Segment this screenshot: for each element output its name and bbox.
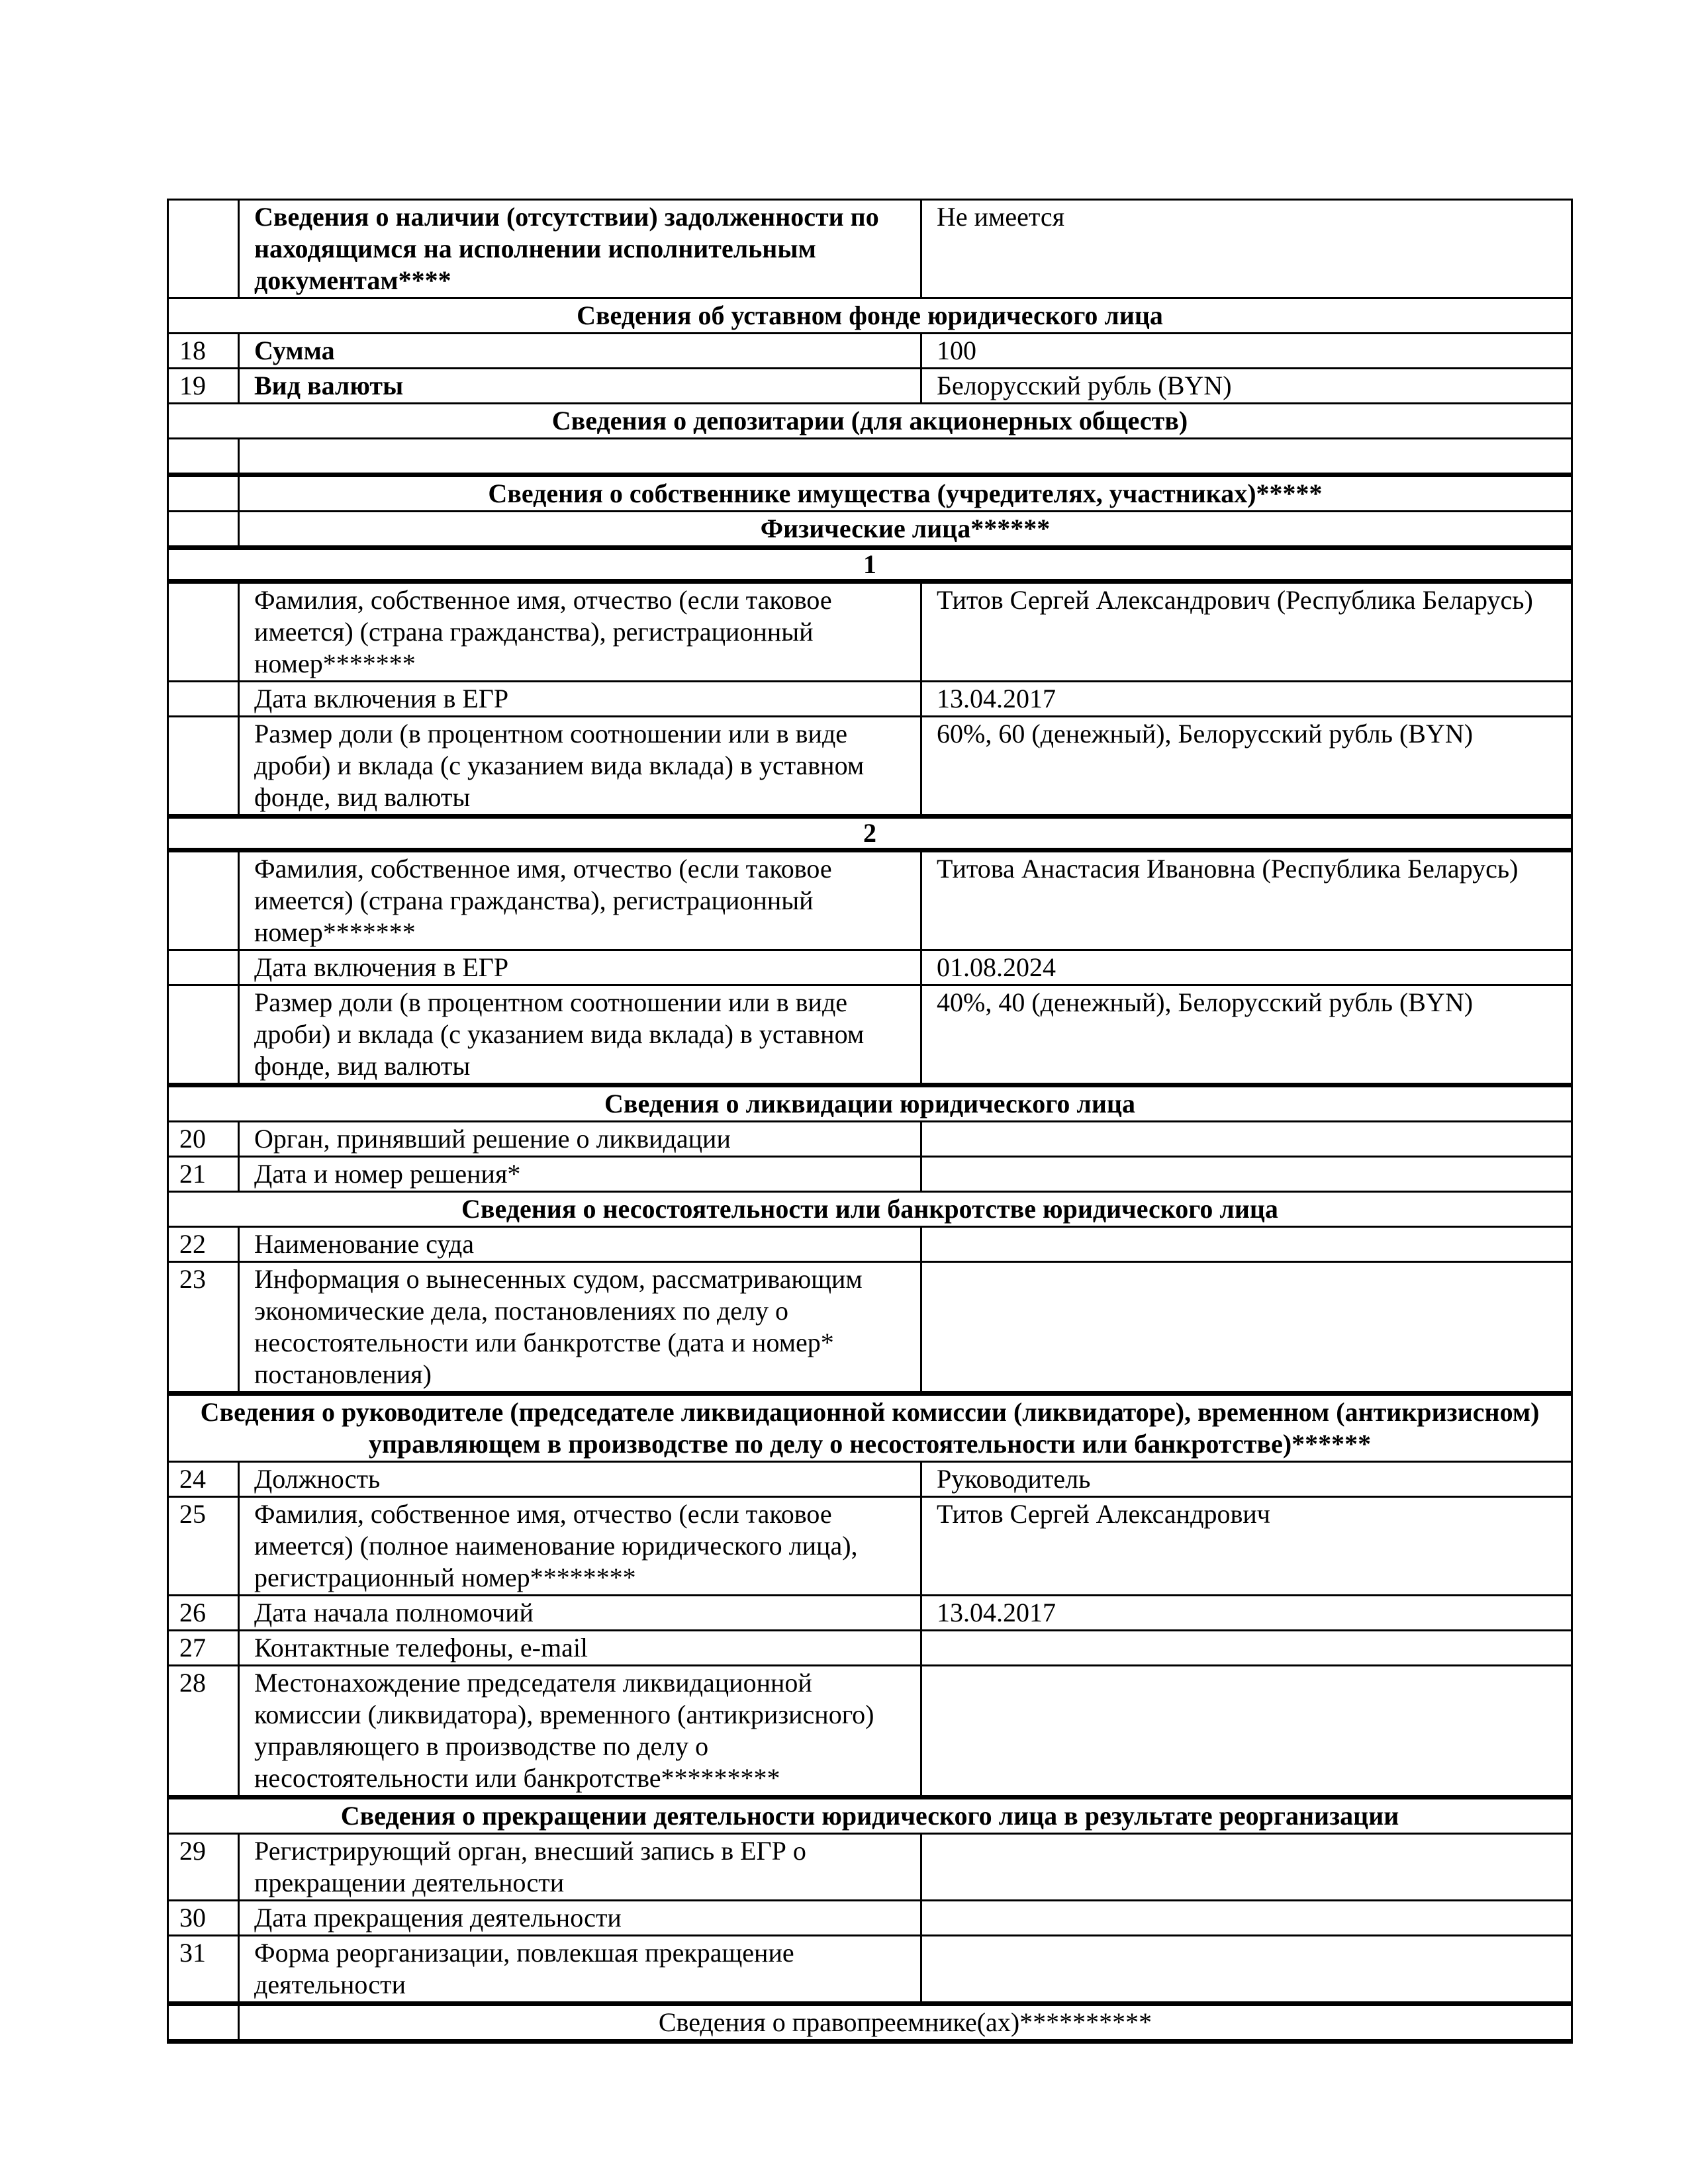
table-row	[168, 1262, 1572, 1394]
table-row	[168, 1462, 1572, 1497]
row-number-cell: 20	[168, 1122, 239, 1157]
row-number-cell: 23	[168, 1262, 239, 1394]
row-label-cell: Сумма	[239, 334, 921, 369]
table-row	[168, 1834, 1572, 1901]
section-header-cell: Сведения о собственнике имущества (учредителях, участниках)*****	[239, 475, 1572, 512]
table-row	[168, 1631, 1572, 1666]
row-label-cell: Должность	[239, 1462, 921, 1497]
row-value-cell	[921, 1262, 1572, 1394]
row-label-cell: Дата начала полномочий	[239, 1596, 921, 1631]
table-row	[168, 200, 1572, 298]
row-label-cell: Контактные телефоны, e-mail	[239, 1631, 921, 1666]
table-row	[168, 582, 1572, 682]
row-label-cell: Информация о вынесенных судом, рассматривающим экономические дела, постановлениях по делу о несостоятельности или банкротстве (дата и номер* постановления)	[239, 1262, 921, 1394]
table-row	[168, 1085, 1572, 1122]
row-value-cell	[921, 1157, 1572, 1192]
table-row	[168, 512, 1572, 548]
row-value-cell: Руководитель	[921, 1462, 1572, 1497]
empty-cell	[239, 439, 1572, 475]
row-number-cell: 25	[168, 1497, 239, 1596]
table-row	[168, 2004, 1572, 2042]
row-value-cell: Белорусский рубль (BYN)	[921, 369, 1572, 404]
row-number-cell	[168, 439, 239, 475]
section-header-cell: Физические лица******	[239, 512, 1572, 548]
row-number-cell: 22	[168, 1227, 239, 1262]
row-label-cell: Фамилия, собственное имя, отчество (если таковое имеется) (страна гражданства), регистрационный номер*******	[239, 582, 921, 682]
row-number-cell: 19	[168, 369, 239, 404]
row-number-cell	[168, 2004, 239, 2042]
row-label-cell: Местонахождение председателя ликвидационной комиссии (ликвидатора), временного (антикризисного) управляющего в производстве по делу о несостоятельности или банкротстве*********	[239, 1666, 921, 1797]
row-value-cell: 40%, 40 (денежный), Белорусский рубль (BYN)	[921, 985, 1572, 1085]
table-row	[168, 1122, 1572, 1157]
row-number-cell: 18	[168, 334, 239, 369]
section-header-cell: Сведения об уставном фонде юридического лица	[168, 298, 1572, 334]
table-row	[168, 404, 1572, 439]
row-label-cell: Регистрирующий орган, внесший запись в ЕГР о прекращении деятельности	[239, 1834, 921, 1901]
table-row	[168, 1936, 1572, 2004]
row-label-cell: Дата включения в ЕГР	[239, 950, 921, 985]
row-value-cell: Титова Анастасия Ивановна (Республика Беларусь)	[921, 850, 1572, 950]
table-row	[168, 817, 1572, 850]
table-row	[168, 950, 1572, 985]
table-row	[168, 369, 1572, 404]
row-value-cell: 13.04.2017	[921, 1596, 1572, 1631]
table-row	[168, 548, 1572, 582]
row-value-cell: 60%, 60 (денежный), Белорусский рубль (BYN)	[921, 717, 1572, 817]
row-value-cell	[921, 1631, 1572, 1666]
row-value-cell: Титов Сергей Александрович	[921, 1497, 1572, 1596]
section-header-cell: Сведения о депозитарии (для акционерных обществ)	[168, 404, 1572, 439]
table-row	[168, 439, 1572, 475]
row-value-cell	[921, 1901, 1572, 1936]
section-header-cell: Сведения о прекращении деятельности юридического лица в результате реорганизации	[168, 1797, 1572, 1834]
table-row	[168, 1192, 1572, 1227]
table-row	[168, 1901, 1572, 1936]
row-label-cell: Вид валюты	[239, 369, 921, 404]
row-value-cell	[921, 1834, 1572, 1901]
row-number-cell	[168, 985, 239, 1085]
row-number-cell: 30	[168, 1901, 239, 1936]
table-row	[168, 985, 1572, 1085]
row-number-cell	[168, 475, 239, 512]
table-row	[168, 298, 1572, 334]
table-row	[168, 1394, 1572, 1462]
table-row	[168, 475, 1572, 512]
row-number-cell: 28	[168, 1666, 239, 1797]
table-row	[168, 1497, 1572, 1596]
row-value-cell: 13.04.2017	[921, 682, 1572, 717]
table-row	[168, 717, 1572, 817]
row-number-cell	[168, 200, 239, 298]
row-value-cell: Не имеется	[921, 200, 1572, 298]
row-label-cell: Дата прекращения деятельности	[239, 1901, 921, 1936]
row-value-cell: Титов Сергей Александрович (Республика Беларусь)	[921, 582, 1572, 682]
table-row	[168, 1227, 1572, 1262]
row-number-cell: 26	[168, 1596, 239, 1631]
table-row	[168, 1157, 1572, 1192]
row-number-cell: 31	[168, 1936, 239, 2004]
row-number-cell: 29	[168, 1834, 239, 1901]
table-row	[168, 850, 1572, 950]
row-number-cell	[168, 682, 239, 717]
row-value-cell	[921, 1666, 1572, 1797]
section-header-cell: Сведения о правопреемнике(ах)**********	[239, 2004, 1572, 2042]
table-row	[168, 1666, 1572, 1797]
section-header-cell: Сведения о руководителе (председателе ликвидационной комиссии (ликвидаторе), временном (антикризисном) управляющем в производстве по делу о несостоятельности или банкротстве)******	[168, 1394, 1572, 1462]
row-label-cell: Наименование суда	[239, 1227, 921, 1262]
row-number-cell	[168, 950, 239, 985]
row-value-cell: 01.08.2024	[921, 950, 1572, 985]
row-value-cell	[921, 1122, 1572, 1157]
table-row	[168, 682, 1572, 717]
row-label-cell: Орган, принявший решение о ликвидации	[239, 1122, 921, 1157]
row-number-cell: 21	[168, 1157, 239, 1192]
row-label-cell: Дата включения в ЕГР	[239, 682, 921, 717]
table-row	[168, 334, 1572, 369]
row-value-cell	[921, 1227, 1572, 1262]
row-number-cell: 24	[168, 1462, 239, 1497]
row-number-cell	[168, 717, 239, 817]
participant-index-cell: 2	[168, 817, 1572, 850]
section-header-cell: Сведения о ликвидации юридического лица	[168, 1085, 1572, 1122]
row-label-cell: Форма реорганизации, повлекшая прекращение деятельности	[239, 1936, 921, 2004]
registry-extract-table	[167, 199, 1573, 2044]
row-label-cell: Фамилия, собственное имя, отчество (если таковое имеется) (полное наименование юридического лица), регистрационный номер********	[239, 1497, 921, 1596]
row-number-cell	[168, 582, 239, 682]
participant-index-cell: 1	[168, 548, 1572, 582]
row-label-cell: Дата и номер решения*	[239, 1157, 921, 1192]
row-number-cell	[168, 850, 239, 950]
row-label-cell: Размер доли (в процентном соотношении или в виде дроби) и вклада (с указанием вида вклада) в уставном фонде, вид валюты	[239, 717, 921, 817]
row-number-cell	[168, 512, 239, 548]
row-value-cell: 100	[921, 334, 1572, 369]
row-label-cell: Размер доли (в процентном соотношении или в виде дроби) и вклада (с указанием вида вклада) в уставном фонде, вид валюты	[239, 985, 921, 1085]
table-row	[168, 1797, 1572, 1834]
row-value-cell	[921, 1936, 1572, 2004]
row-label-cell: Фамилия, собственное имя, отчество (если таковое имеется) (страна гражданства), регистрационный номер*******	[239, 850, 921, 950]
table-row	[168, 1596, 1572, 1631]
section-header-cell: Сведения о несостоятельности или банкротстве юридического лица	[168, 1192, 1572, 1227]
row-label-cell: Сведения о наличии (отсутствии) задолженности по находящимся на исполнении исполнительным документам****	[239, 200, 921, 298]
row-number-cell: 27	[168, 1631, 239, 1666]
